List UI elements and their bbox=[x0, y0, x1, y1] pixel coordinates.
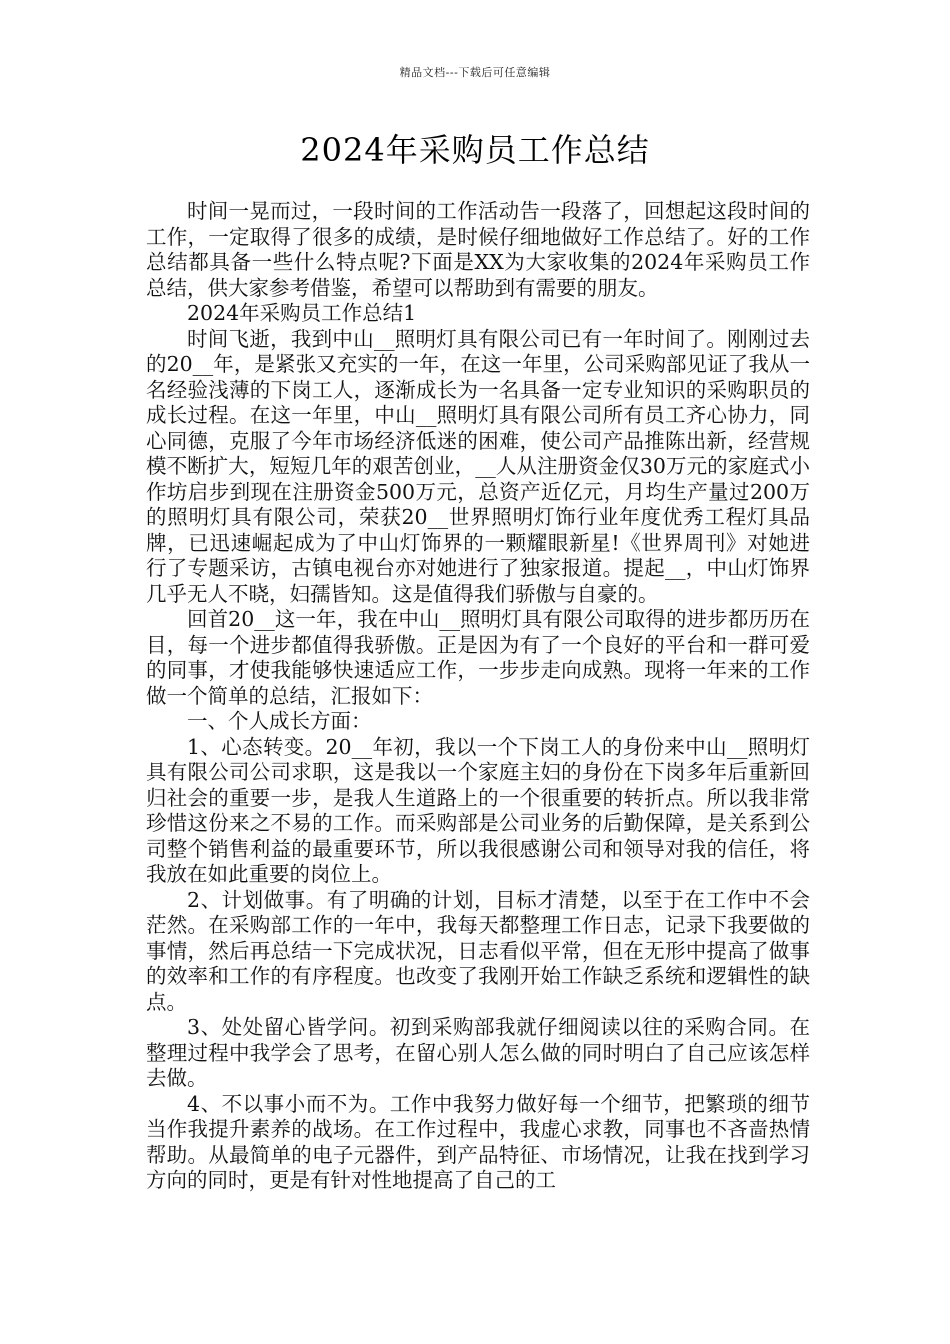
document-title: 2024年采购员工作总结 bbox=[300, 131, 650, 169]
document-body bbox=[146, 199, 810, 1194]
section-heading: 一、个人成长方面： bbox=[187, 709, 372, 733]
list-item-paragraph: 1、心态转变。20__年初，我以一个下岗工人的身份来中山__照明灯具有限公司公司求职，这是我以一个家庭主妇的身份在下岗多年后重新回归社会的重要一步，是我人生道路上的一个很重要的转折点。所以我非常珍惜这份来之不易的工作。而采购部是公司业务的后勤保障，是关系到公司整个销售利益的最重要环节，所以我很感谢公司和领导对我的信任，将我放在如此重要的岗位上。 bbox=[146, 734, 810, 886]
list-item-paragraph: 4、不以事小而不为。工作中我努力做好每一个细节，把繁琐的细节当作我提升素养的战场。在工作过程中，我虚心求教，同事也不吝啬热情帮助。从最简单的电子元器件，到产品特征、市场情况，让我在找到学习方向的同时，更是有针对性地提高了自己的工 bbox=[146, 1091, 810, 1192]
header-note: 精品文档---下载后可任意编辑 bbox=[399, 66, 551, 79]
intro-paragraph: 时间一晃而过，一段时间的工作活动告一段落了，回想起这段时间的工作，一定取得了很多的成绩，是时候仔细地做好工作总结了。好的工作总结都具备一些什么特点呢?下面是XX为大家收集的2024年采购员工作总结，供大家参考借鉴，希望可以帮助到有需要的朋友。 bbox=[146, 199, 810, 300]
section-title: 2024年采购员工作总结1 bbox=[187, 301, 417, 325]
body-paragraph: 时间飞逝，我到中山__照明灯具有限公司已有一年时间了。刚刚过去的20__年，是紧张又充实的一年，在这一年里，公司采购部见证了我从一名经验浅薄的下岗工人，逐渐成长为一名具备一定专业知识的采购职员的成长过程。在这一年里，中山__照明灯具有限公司所有员工齐心协力，同心同德，克服了今年市场经济低迷的困难，使公司产品推陈出新，经营规模不断扩大，短短几年的艰苦创业，__人从注册资金仅30万元的家庭式小作坊启步到现在注册资金500万元，总资产近亿元，月均生产量过200万的照明灯具有限公司，荣获20__世界照明灯饰行业年度优秀工程灯具品牌，已迅速崛起成为了中山灯饰界的一颗耀眼新星!《世界周刊》对她进行了专题采访，古镇电视台亦对她进行了独家报道。提起__，中山灯饰界几乎无人不晓，妇孺皆知。这是值得我们骄傲与自豪的。 bbox=[146, 326, 810, 606]
body-paragraph: 回首20__这一年，我在中山__照明灯具有限公司取得的进步都历历在目，每一个进步都值得我骄傲。正是因为有了一个良好的平台和一群可爱的同事，才使我能够快速适应工作，一步步走向成熟。现将一年来的工作做一个简单的总结，汇报如下： bbox=[146, 607, 810, 708]
list-item-paragraph: 2、计划做事。有了明确的计划，目标才清楚，以至于在工作中不会茫然。在采购部工作的一年中，我每天都整理工作日志，记录下我要做的事情，然后再总结一下完成状况，日志看似平常，但在无形中提高了做事的效率和工作的有序程度。也改变了我刚开始工作缺乏系统和逻辑性的缺点。 bbox=[146, 887, 810, 1014]
list-item-paragraph: 3、处处留心皆学问。初到采购部我就仔细阅读以往的采购合同。在整理过程中我学会了思考，在留心别人怎么做的同时明白了自己应该怎样去做。 bbox=[146, 1015, 810, 1090]
